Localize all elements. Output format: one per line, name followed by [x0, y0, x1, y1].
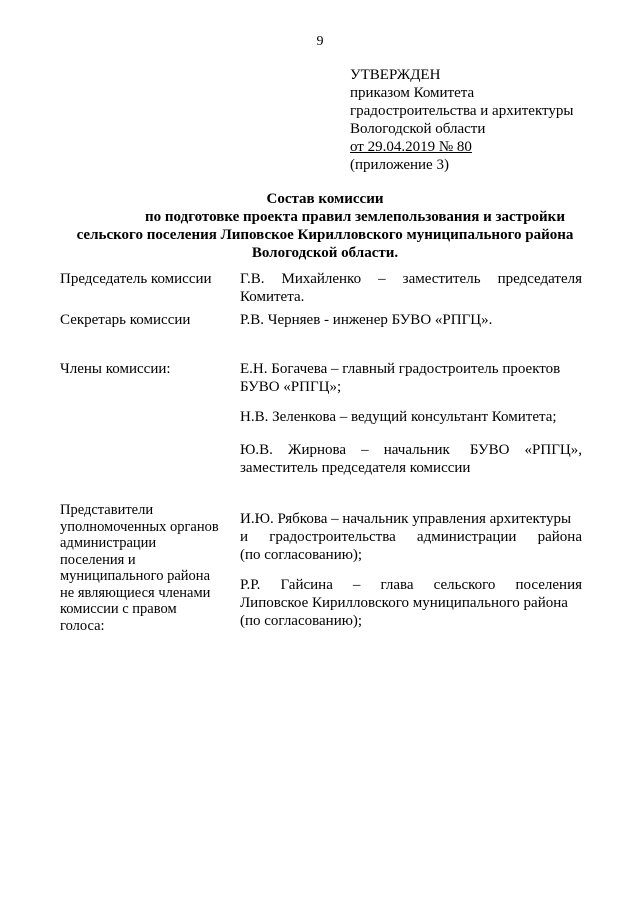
- chairman-persons: [240, 270, 582, 306]
- member-3-line-1: Ю.В. Жирнова – начальник БУВО «РПГЦ»,: [240, 442, 582, 458]
- rep-role-line-6: не являющиеся членами: [60, 584, 211, 601]
- rep-2-line-1: Р.Р. Гайсина – глава сельского поселения: [240, 577, 582, 593]
- title-line-4: Вологодской области.: [251, 245, 399, 261]
- approval-block: [350, 66, 600, 174]
- rep-role-line-2: уполномоченных органов: [60, 518, 219, 535]
- approval-attachment: (приложение 3): [350, 157, 449, 173]
- chairman-line-2: Комитета.: [240, 289, 305, 305]
- title-line-3: сельского поселения Липовское Кирилловского муниципального района: [76, 227, 574, 243]
- approval-line-2: градостроительства и архитектуры: [350, 103, 574, 119]
- page-number: 9: [316, 34, 324, 49]
- rep-role-line-5: муниципального района: [60, 568, 210, 584]
- rep-role-line-4: поселения и: [60, 551, 136, 568]
- secretary-line: Р.В. Черняев - инженер БУВО «РПГЦ».: [240, 312, 493, 328]
- approval-date: от 29.04.2019 № 80: [350, 139, 472, 155]
- rep-2-line-2: Липовское Кирилловского муниципального района: [240, 595, 568, 611]
- document-title: [60, 190, 590, 262]
- member-1-line-1: Е.Н. Богачева – главный градостроитель проектов: [240, 361, 561, 377]
- approval-stamp: УТВЕРЖДЕН: [350, 67, 441, 83]
- rep-1-line-2: и градостроительства администрации района: [240, 529, 582, 545]
- rep-role-line-3: администрации: [60, 535, 157, 551]
- secretary-persons: [240, 311, 582, 329]
- chairman-role: Председатель комиссии: [60, 271, 212, 287]
- rep-role-line-7: комиссии с правом: [60, 601, 177, 617]
- member-1-line-2: БУВО «РПГЦ»;: [240, 379, 342, 395]
- approval-line-3: Вологодской области: [350, 121, 486, 137]
- rep-1-line-3: (по согласованию);: [240, 547, 363, 563]
- approval-date-line: [350, 138, 600, 156]
- secretary-role: Секретарь комиссии: [60, 312, 191, 328]
- member-3-line-2: заместитель председателя комиссии: [240, 460, 471, 476]
- rep-role-line-8: голоса:: [60, 617, 105, 634]
- approval-line-1: приказом Комитета: [350, 85, 475, 101]
- chairman-line-1: Г.В. Михайленко – заместитель председателя: [240, 271, 582, 287]
- rep-role-line-1: Представители: [60, 502, 154, 518]
- members-persons: [240, 360, 582, 477]
- representatives-role: [60, 502, 230, 634]
- rep-1-line-1: И.Ю. Рябкова – начальник управления архитектуры: [240, 511, 572, 527]
- rep-2-line-3: (по согласованию);: [240, 613, 363, 629]
- title-line-1: Состав комиссии: [266, 191, 384, 207]
- member-2: Н.В. Зеленкова – ведущий консультант Комитета;: [240, 409, 557, 425]
- representatives-persons: [240, 510, 582, 630]
- title-line-2: по подготовке проекта правил землепользования и застройки: [145, 209, 565, 225]
- members-role: Члены комиссии:: [60, 361, 171, 377]
